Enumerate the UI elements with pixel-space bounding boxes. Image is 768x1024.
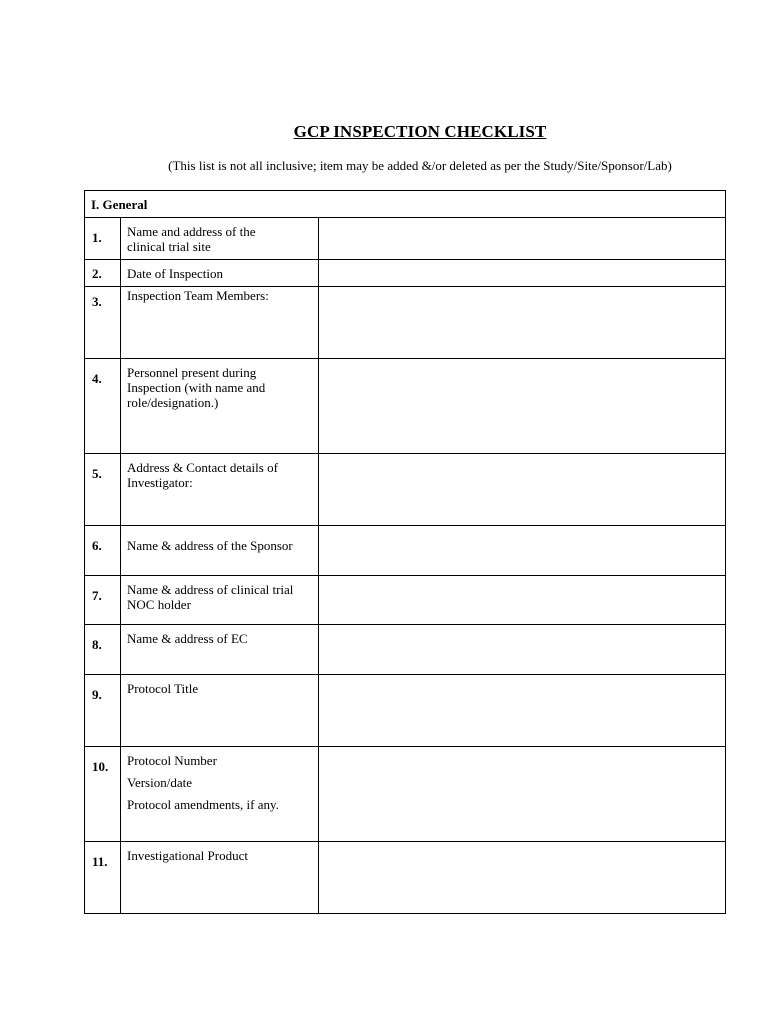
item-label: Investigational Product bbox=[121, 842, 319, 914]
answer-cell[interactable] bbox=[319, 287, 726, 359]
item-label: Personnel present during Inspection (with name and role/designation.) bbox=[121, 359, 319, 454]
item-label: Name and address of the clinical trial site bbox=[121, 218, 319, 260]
item-label: Inspection Team Members: bbox=[121, 287, 319, 359]
table-row bbox=[85, 747, 726, 842]
table-row bbox=[85, 287, 726, 359]
answer-cell[interactable] bbox=[319, 675, 726, 747]
item-label: Name & address of clinical trial NOC holder bbox=[121, 576, 319, 625]
answer-cell[interactable] bbox=[319, 747, 726, 842]
item-number: 3. bbox=[85, 287, 121, 359]
answer-cell[interactable] bbox=[319, 526, 726, 576]
item-label: Date of Inspection bbox=[121, 260, 319, 287]
answer-cell[interactable] bbox=[319, 359, 726, 454]
answer-cell[interactable] bbox=[319, 454, 726, 526]
item-number: 4. bbox=[85, 359, 121, 454]
table-row bbox=[85, 454, 726, 526]
page-subtitle: (This list is not all inclusive; item may be added &/or deleted as per the Study/Site/Sponsor/Lab) bbox=[168, 158, 672, 173]
answer-cell[interactable] bbox=[319, 576, 726, 625]
item-number: 6. bbox=[85, 526, 121, 576]
table-row bbox=[85, 576, 726, 625]
item-number: 7. bbox=[85, 576, 121, 625]
item-number: 11. bbox=[85, 842, 121, 914]
answer-cell[interactable] bbox=[319, 625, 726, 675]
table-row bbox=[85, 842, 726, 914]
item-number: 9. bbox=[85, 675, 121, 747]
section-heading: I. General bbox=[85, 191, 726, 218]
checklist-table bbox=[84, 190, 726, 914]
item-label: Name & address of the Sponsor bbox=[121, 526, 319, 576]
item-label: Protocol Number Version/date Protocol amendments, if any. bbox=[121, 747, 319, 842]
answer-cell[interactable] bbox=[319, 260, 726, 287]
item-number: 10. bbox=[85, 747, 121, 842]
item-label: Protocol Title bbox=[121, 675, 319, 747]
page-title: GCP INSPECTION CHECKLIST bbox=[293, 122, 547, 141]
table-row bbox=[85, 526, 726, 576]
section-header-row bbox=[85, 191, 726, 218]
answer-cell[interactable] bbox=[319, 842, 726, 914]
item-number: 2. bbox=[85, 260, 121, 287]
table-row bbox=[85, 359, 726, 454]
table-row bbox=[85, 625, 726, 675]
item-label: Name & address of EC bbox=[121, 625, 319, 675]
table-row bbox=[85, 675, 726, 747]
table-row bbox=[85, 218, 726, 260]
table-row bbox=[85, 260, 726, 287]
item-number: 1. bbox=[85, 218, 121, 260]
item-label: Address & Contact details of Investigator: bbox=[121, 454, 319, 526]
answer-cell[interactable] bbox=[319, 218, 726, 260]
item-number: 5. bbox=[85, 454, 121, 526]
item-number: 8. bbox=[85, 625, 121, 675]
